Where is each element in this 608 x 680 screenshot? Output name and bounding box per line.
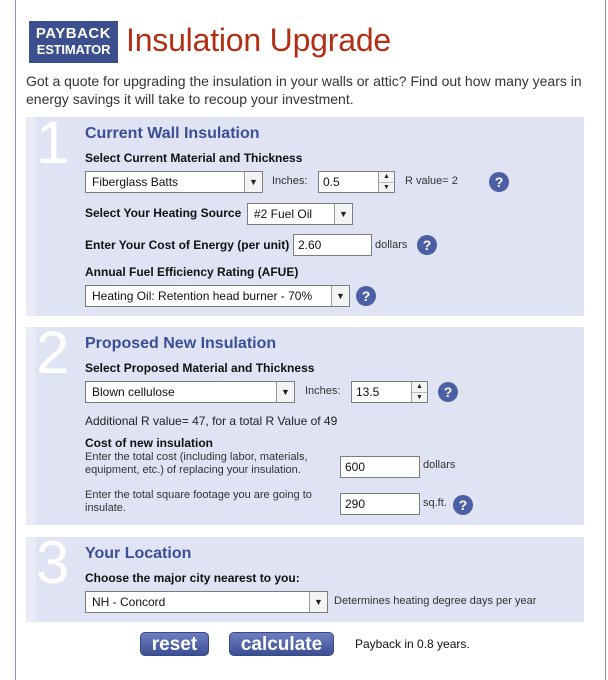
heating-source-value: #2 Fuel Oil bbox=[254, 207, 313, 221]
calculate-button[interactable]: calculate bbox=[229, 632, 334, 656]
city-note: Determines heating degree days per year bbox=[334, 595, 537, 607]
cost-heading: Cost of new insulation bbox=[85, 436, 213, 450]
section-current-insulation bbox=[26, 109, 584, 316]
spin-up-icon[interactable]: ▲ bbox=[383, 173, 390, 180]
heating-source-select[interactable] bbox=[247, 203, 353, 225]
logo-line-2: ESTIMATOR bbox=[36, 42, 111, 57]
chevron-down-icon[interactable]: ▼ bbox=[276, 382, 294, 402]
help-icon[interactable]: ? bbox=[417, 235, 437, 255]
section-number: 1 bbox=[36, 109, 70, 176]
intro-text: Got a quote for upgrading the insulation in your walls or attic? Find out how many years in energy savings it will take to recoup your investment. bbox=[26, 73, 582, 107]
chevron-down-icon[interactable]: ▼ bbox=[244, 172, 262, 192]
sqft-description: Enter the total square footage you are going to insulate. bbox=[85, 489, 312, 514]
square-footage-unit: sq.ft. bbox=[423, 497, 447, 509]
current-material-label: Select Current Material and Thickness bbox=[85, 151, 303, 165]
section-proposed-insulation bbox=[26, 319, 584, 525]
proposed-inches-stepper[interactable] bbox=[351, 381, 428, 403]
payback-estimator-logo bbox=[29, 21, 118, 63]
heating-source-label: Select Your Heating Source bbox=[85, 206, 242, 220]
reset-button[interactable]: reset bbox=[140, 632, 209, 656]
section-title: Your Location bbox=[85, 545, 192, 562]
afue-label: Annual Fuel Efficiency Rating (AFUE) bbox=[85, 265, 299, 279]
proposed-material-label: Select Proposed Material and Thickness bbox=[85, 361, 315, 375]
square-footage-value: 290 bbox=[345, 497, 366, 511]
help-icon[interactable]: ? bbox=[356, 286, 376, 306]
insulation-cost-unit: dollars bbox=[423, 459, 456, 471]
section-location bbox=[26, 529, 584, 622]
proposed-material-select[interactable] bbox=[85, 381, 295, 403]
insulation-cost-value: 600 bbox=[345, 460, 366, 474]
city-value: NH - Concord bbox=[92, 595, 166, 609]
spin-up-icon[interactable]: ▲ bbox=[416, 383, 423, 390]
logo-line-1: PAYBACK bbox=[35, 25, 112, 42]
chevron-down-icon[interactable]: ▼ bbox=[331, 286, 349, 306]
afue-value: Heating Oil: Retention head burner - 70% bbox=[92, 289, 313, 303]
energy-cost-unit: dollars bbox=[375, 239, 408, 251]
chevron-down-icon[interactable]: ▼ bbox=[334, 204, 352, 224]
insulation-cost-input[interactable] bbox=[340, 456, 420, 478]
energy-cost-label: Enter Your Cost of Energy (per unit) bbox=[85, 238, 290, 252]
proposed-material-value: Blown cellulose bbox=[92, 385, 175, 399]
help-icon[interactable]: ? bbox=[453, 495, 473, 515]
page-title: Insulation Upgrade bbox=[126, 22, 392, 58]
current-material-value: Fiberglass Batts bbox=[92, 175, 179, 189]
section-title: Proposed New Insulation bbox=[85, 335, 277, 352]
section-number: 2 bbox=[36, 319, 70, 386]
spin-down-icon[interactable]: ▼ bbox=[379, 182, 394, 192]
proposed-inches-label: Inches: bbox=[305, 385, 341, 397]
proposed-inches-value: 13.5 bbox=[356, 385, 380, 399]
city-select[interactable] bbox=[85, 591, 328, 613]
square-footage-input[interactable] bbox=[340, 493, 420, 515]
section-title: Current Wall Insulation bbox=[85, 125, 260, 142]
section-number: 3 bbox=[36, 529, 70, 596]
payback-result: Payback in 0.8 years. bbox=[355, 637, 470, 651]
additional-r-value: Additional R value= 47, for a total R Value of 49 bbox=[85, 414, 338, 428]
current-r-value: R value= 2 bbox=[405, 175, 458, 187]
current-material-select[interactable] bbox=[85, 171, 263, 193]
afue-select[interactable] bbox=[85, 285, 350, 307]
current-inches-label: Inches: bbox=[272, 175, 308, 187]
city-label: Choose the major city nearest to you: bbox=[85, 571, 300, 585]
current-inches-stepper[interactable] bbox=[318, 171, 395, 193]
spin-down-icon[interactable]: ▼ bbox=[412, 392, 427, 402]
cost-description: Enter the total cost (including labor, materials, equipment, etc.) of replacing your insulation. bbox=[85, 451, 308, 476]
help-icon[interactable]: ? bbox=[489, 172, 509, 192]
help-icon[interactable]: ? bbox=[438, 382, 458, 402]
energy-cost-input[interactable] bbox=[293, 234, 372, 256]
current-inches-value: 0.5 bbox=[323, 175, 340, 189]
energy-cost-value: 2.60 bbox=[298, 238, 322, 252]
chevron-down-icon[interactable]: ▼ bbox=[309, 592, 327, 612]
